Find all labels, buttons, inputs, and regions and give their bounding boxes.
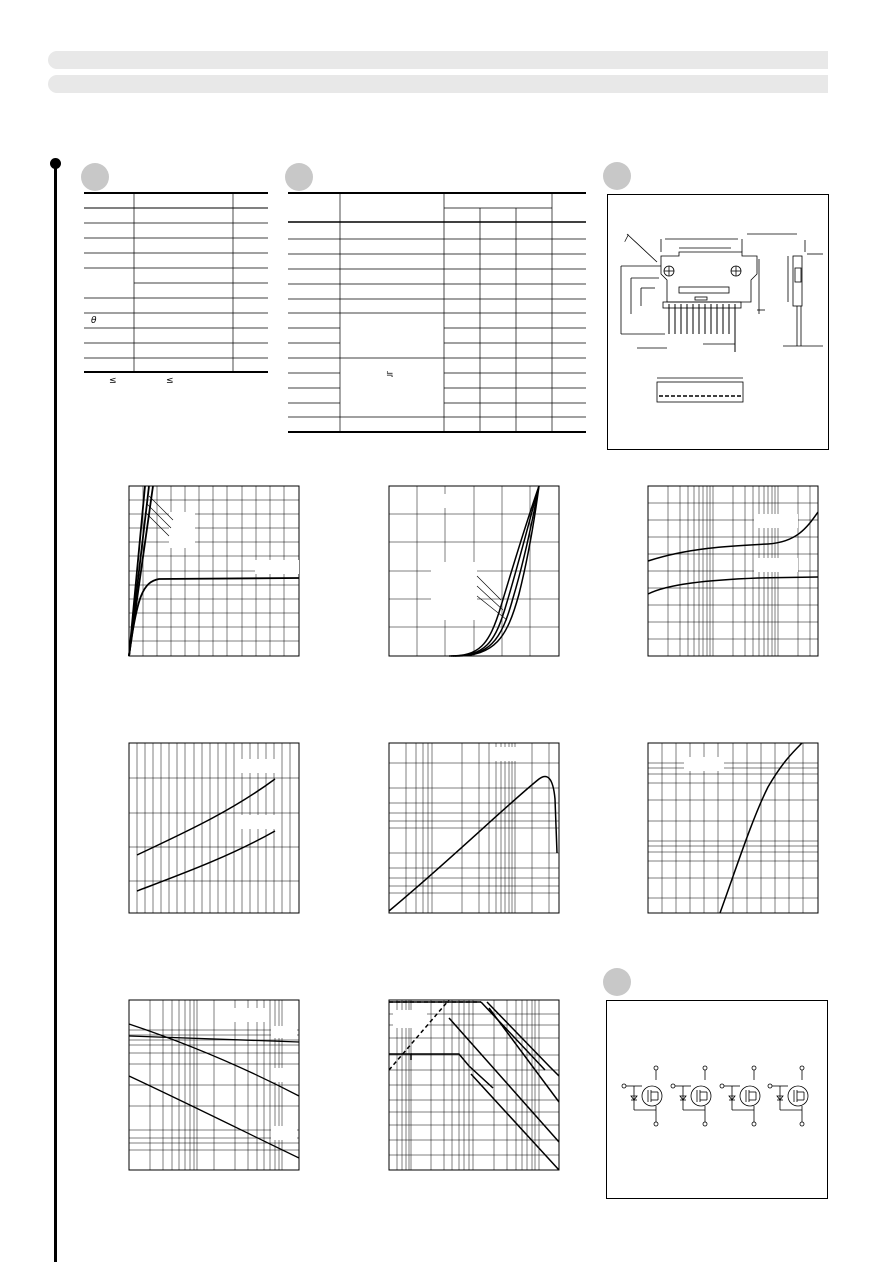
header-band-top xyxy=(48,51,828,69)
section-circle-icon xyxy=(603,162,631,190)
theta-symbol: θ xyxy=(91,316,97,326)
graph-r2c3 xyxy=(648,743,819,914)
ratings-table xyxy=(84,192,269,374)
le-symbol-2: ≤ xyxy=(166,376,174,386)
equivalent-circuit xyxy=(606,1000,828,1199)
approx-symbol: ≒ xyxy=(386,370,394,380)
header-band-bottom xyxy=(48,75,828,93)
section-circle-icon xyxy=(285,163,313,191)
graph-r1c2 xyxy=(389,486,560,657)
graph-r1c3 xyxy=(648,486,819,657)
mosfet-symbol-icon xyxy=(622,1066,662,1126)
section-circle-icon xyxy=(603,968,631,996)
graph-r1c1 xyxy=(129,486,300,657)
graph-r2c1 xyxy=(129,743,300,914)
graph-r2c2 xyxy=(389,743,560,914)
mosfet-symbol-icon xyxy=(671,1066,711,1126)
spine-line xyxy=(54,163,57,1262)
package-drawing xyxy=(607,194,829,450)
mosfet-symbol-icon xyxy=(768,1066,808,1126)
mosfet-symbol-icon xyxy=(720,1066,760,1126)
le-symbol-1: ≤ xyxy=(109,376,117,386)
graph-r3c1 xyxy=(129,1000,300,1171)
section-circle-icon xyxy=(81,163,109,191)
characteristics-table xyxy=(288,192,588,434)
graph-r3c2 xyxy=(389,1000,560,1171)
svg-text:/: / xyxy=(625,234,629,244)
